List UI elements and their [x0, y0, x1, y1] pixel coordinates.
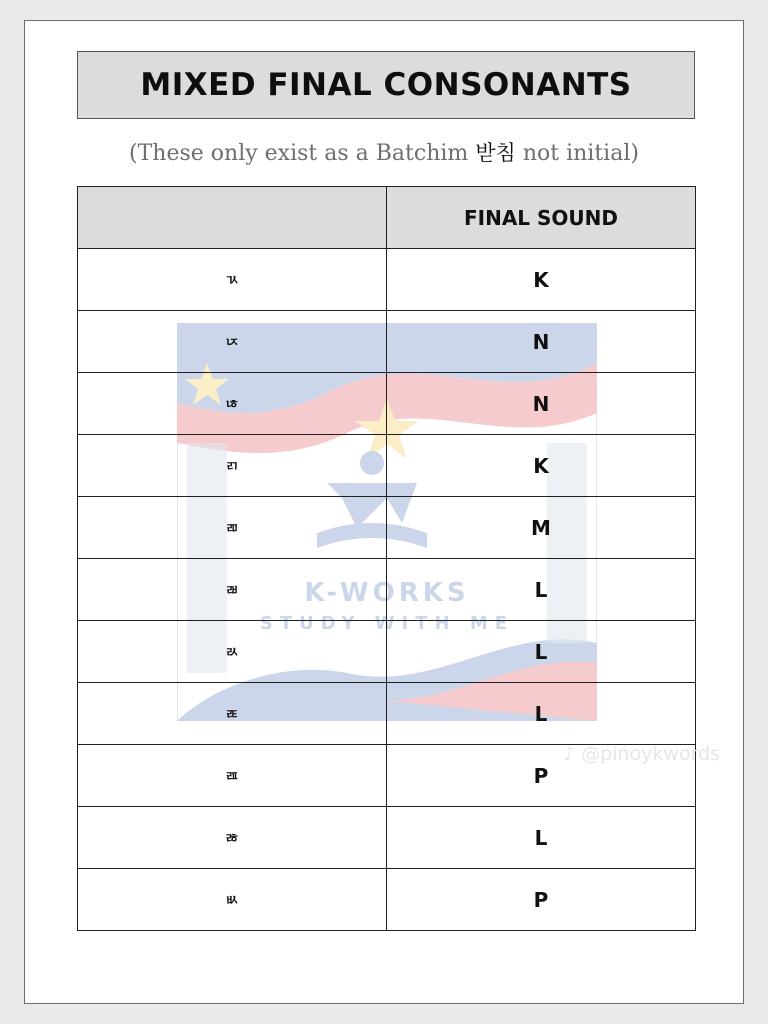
watermark-brand: K-WORKS — [304, 578, 470, 608]
consonant-cell: ㄵ — [78, 311, 387, 373]
consonant-cell: ㄼ — [78, 559, 387, 621]
consonant-cell: ㄽ — [78, 621, 387, 683]
final-sound-cell: P — [387, 745, 696, 807]
watermark-tagline: STUDY WITH ME — [259, 613, 515, 634]
final-sound-cell: N — [387, 373, 696, 435]
table-row — [78, 249, 696, 311]
consonant-cell: ㄳ — [78, 249, 387, 311]
title-banner — [77, 51, 695, 119]
consonant-cell: ㄿ — [78, 745, 387, 807]
table-row — [78, 497, 696, 559]
table-row — [78, 683, 696, 745]
column-header-consonant — [78, 187, 387, 249]
final-sound-cell: M — [387, 497, 696, 559]
consonant-cell: ㄻ — [78, 497, 387, 559]
table-row — [78, 435, 696, 497]
table-header-row — [78, 187, 696, 249]
final-sound-cell: L — [387, 621, 696, 683]
consonant-cell: ㅀ — [78, 807, 387, 869]
final-sound-cell: K — [387, 435, 696, 497]
tiktok-handle: @pinoykwords — [581, 743, 721, 765]
subtitle-prefix: (These only exist as a Batchim — [129, 141, 476, 166]
table-row — [78, 373, 696, 435]
table-row — [78, 807, 696, 869]
column-header-final-sound: FINAL SOUND — [387, 187, 696, 249]
table-row — [78, 621, 696, 683]
consonant-cell: ㄺ — [78, 435, 387, 497]
subtitle — [25, 137, 743, 167]
final-sound-cell: N — [387, 311, 696, 373]
table-row — [78, 559, 696, 621]
final-sound-cell: L — [387, 807, 696, 869]
page-title: MIXED FINAL CONSONANTS — [140, 67, 632, 103]
subtitle-korean: 받침 — [475, 141, 516, 165]
final-sound-cell: L — [387, 683, 696, 745]
consonant-cell: ㄶ — [78, 373, 387, 435]
table-row — [78, 311, 696, 373]
tiktok-icon: ♪ — [563, 743, 582, 765]
consonant-cell: ㄾ — [78, 683, 387, 745]
final-sound-cell: P — [387, 869, 696, 931]
consonant-table — [77, 186, 696, 931]
subtitle-suffix: not initial) — [515, 141, 639, 166]
worksheet-page — [24, 20, 744, 1004]
table-row — [78, 869, 696, 931]
tiktok-handle-watermark — [563, 743, 720, 765]
consonant-cell: ㅄ — [78, 869, 387, 931]
final-sound-cell: K — [387, 249, 696, 311]
final-sound-cell: L — [387, 559, 696, 621]
